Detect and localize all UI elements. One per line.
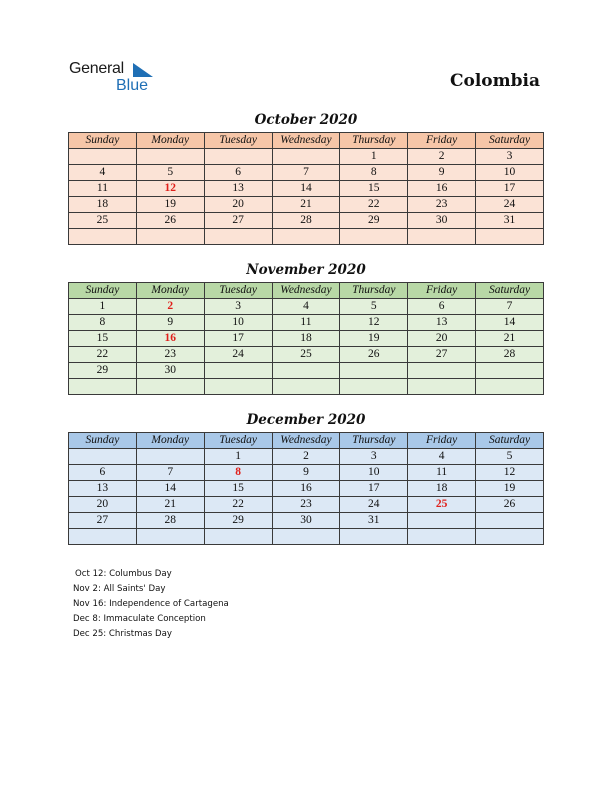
day-cell [272, 465, 340, 481]
day-number: 26 [368, 348, 380, 360]
day-cell [204, 181, 272, 197]
day-cell [408, 449, 476, 465]
day-number: 20 [96, 498, 109, 510]
week-row [69, 513, 544, 529]
day-number: 12 [503, 466, 516, 478]
day-number: 23 [300, 498, 312, 510]
day-number: 18 [435, 482, 448, 494]
logo-flag-icon [133, 63, 153, 77]
holiday-day-cell [136, 331, 204, 347]
week-row [69, 449, 544, 465]
empty-day-cell [476, 529, 544, 545]
day-cell [408, 465, 476, 481]
empty-day-cell [272, 229, 340, 245]
day-cell [340, 513, 408, 529]
day-cell [272, 497, 340, 513]
day-cell [476, 181, 544, 197]
day-cell [408, 197, 476, 213]
day-cell [272, 165, 340, 181]
week-row [69, 229, 544, 245]
empty-day-cell [136, 379, 204, 395]
day-cell [476, 481, 544, 497]
day-number: 7 [167, 466, 174, 478]
day-number: 12 [164, 182, 177, 194]
weekday-monday: Monday [136, 133, 204, 149]
weekday-friday: Friday [408, 433, 476, 449]
day-cell [476, 347, 544, 363]
day-number: 16 [300, 482, 312, 494]
day-number: 28 [300, 214, 312, 226]
weekday-wednesday: Wednesday [272, 433, 340, 449]
day-number: 5 [506, 450, 513, 462]
empty-day-cell [476, 379, 544, 395]
holiday-note: Oct 12: Columbus Day [75, 569, 172, 579]
day-number: 25 [300, 348, 312, 360]
day-number: 10 [232, 316, 244, 328]
day-number: 19 [368, 332, 380, 344]
day-number: 11 [300, 316, 312, 328]
day-cell [136, 197, 204, 213]
day-number: 12 [368, 316, 380, 328]
empty-day-cell [408, 379, 476, 395]
day-cell [340, 481, 408, 497]
empty-day-cell [69, 229, 137, 245]
day-number: 21 [164, 498, 177, 510]
week-row [69, 379, 544, 395]
holiday-notes [73, 567, 229, 642]
day-number: 28 [503, 348, 516, 360]
day-cell [69, 331, 137, 347]
day-number: 2 [303, 450, 309, 462]
day-cell [204, 299, 272, 315]
day-cell [272, 299, 340, 315]
empty-day-cell [272, 529, 340, 545]
day-number: 16 [435, 182, 448, 194]
country-title: Colombia [449, 71, 540, 91]
day-cell [69, 197, 137, 213]
day-cell [69, 513, 137, 529]
empty-day-cell [136, 229, 204, 245]
day-number: 17 [368, 482, 380, 494]
day-number: 8 [99, 316, 106, 328]
day-cell [408, 331, 476, 347]
weekday-monday: Monday [136, 433, 204, 449]
day-number: 22 [232, 498, 244, 510]
day-number: 14 [503, 316, 516, 328]
empty-day-cell [204, 529, 272, 545]
empty-day-cell [476, 513, 544, 529]
calendar-december [68, 432, 544, 545]
week-row [69, 181, 544, 197]
holiday-note: Dec 8: Immaculate Conception [73, 614, 206, 624]
week-row [69, 529, 544, 545]
holiday-note: Dec 25: Christmas Day [73, 629, 172, 639]
day-cell [69, 213, 137, 229]
day-number: 27 [435, 348, 448, 360]
day-cell [69, 497, 137, 513]
week-row [69, 165, 544, 181]
day-cell [272, 331, 340, 347]
day-number: 15 [368, 182, 380, 194]
weekday-wednesday: Wednesday [272, 133, 340, 149]
empty-day-cell [136, 529, 204, 545]
day-number: 13 [96, 482, 109, 494]
month-title-november: November 2020 [246, 262, 366, 278]
logo-word-blue: Blue [116, 77, 149, 94]
empty-day-cell [476, 229, 544, 245]
day-cell [476, 299, 544, 315]
day-cell [272, 449, 340, 465]
day-number: 4 [99, 166, 106, 178]
day-cell [340, 299, 408, 315]
week-row [69, 149, 544, 165]
day-cell [272, 197, 340, 213]
day-number: 9 [438, 166, 445, 178]
day-cell [272, 213, 340, 229]
empty-day-cell [340, 379, 408, 395]
day-cell [272, 181, 340, 197]
empty-day-cell [136, 149, 204, 165]
day-cell [136, 465, 204, 481]
day-cell [69, 347, 137, 363]
empty-day-cell [340, 529, 408, 545]
day-cell [136, 513, 204, 529]
generalblue-logo [69, 60, 169, 96]
week-row [69, 465, 544, 481]
empty-day-cell [136, 449, 204, 465]
weekday-friday: Friday [408, 133, 476, 149]
day-number: 5 [370, 300, 377, 312]
holiday-day-cell [136, 299, 204, 315]
calendar-october [68, 132, 544, 245]
day-number: 21 [300, 198, 312, 210]
day-number: 8 [235, 466, 241, 478]
day-number: 21 [503, 332, 516, 344]
day-number: 3 [506, 150, 513, 162]
day-number: 25 [435, 498, 448, 510]
weekday-thursday: Thursday [340, 433, 408, 449]
day-cell [69, 299, 137, 315]
day-cell [204, 481, 272, 497]
day-cell [136, 497, 204, 513]
day-number: 8 [370, 166, 377, 178]
day-cell [136, 213, 204, 229]
holiday-day-cell [136, 181, 204, 197]
day-cell [408, 315, 476, 331]
day-cell [476, 465, 544, 481]
day-number: 31 [503, 214, 516, 226]
logo-word-general: General [69, 60, 124, 77]
day-cell [408, 181, 476, 197]
day-cell [204, 513, 272, 529]
day-number: 14 [300, 182, 312, 194]
day-number: 15 [232, 482, 244, 494]
day-cell [340, 213, 408, 229]
weekday-sunday: Sunday [69, 433, 137, 449]
day-number: 23 [435, 198, 448, 210]
day-number: 31 [368, 514, 380, 526]
weekday-sunday: Sunday [69, 133, 137, 149]
day-number: 11 [96, 182, 108, 194]
day-number: 29 [96, 364, 109, 376]
day-number: 1 [99, 300, 106, 312]
day-number: 30 [164, 364, 177, 376]
day-number: 6 [235, 166, 241, 178]
week-row [69, 315, 544, 331]
day-cell [204, 213, 272, 229]
day-number: 19 [164, 198, 177, 210]
week-row [69, 347, 544, 363]
day-cell [204, 497, 272, 513]
weekday-tuesday: Tuesday [204, 133, 272, 149]
weekday-tuesday: Tuesday [204, 283, 272, 299]
empty-day-cell [408, 229, 476, 245]
weekday-tuesday: Tuesday [204, 433, 272, 449]
holiday-note: Nov 16: Independence of Cartagena [73, 599, 229, 609]
day-cell [340, 197, 408, 213]
weekday-header-row [69, 133, 544, 149]
day-cell [476, 165, 544, 181]
day-cell [408, 149, 476, 165]
day-cell [272, 513, 340, 529]
day-cell [204, 449, 272, 465]
day-cell [408, 213, 476, 229]
week-row [69, 213, 544, 229]
week-row [69, 481, 544, 497]
day-cell [340, 149, 408, 165]
day-cell [340, 315, 408, 331]
day-cell [69, 465, 137, 481]
weekday-saturday: Saturday [476, 283, 544, 299]
day-cell [136, 363, 204, 379]
week-row [69, 363, 544, 379]
day-cell [476, 449, 544, 465]
empty-day-cell [272, 149, 340, 165]
empty-day-cell [408, 529, 476, 545]
weekday-friday: Friday [408, 283, 476, 299]
day-number: 9 [303, 466, 309, 478]
day-number: 9 [167, 316, 174, 328]
empty-day-cell [204, 149, 272, 165]
day-cell [272, 481, 340, 497]
day-number: 26 [164, 214, 177, 226]
day-cell [204, 331, 272, 347]
day-number: 29 [232, 514, 244, 526]
day-cell [476, 315, 544, 331]
day-number: 4 [438, 450, 445, 462]
day-cell [340, 449, 408, 465]
day-cell [272, 315, 340, 331]
day-number: 30 [435, 214, 448, 226]
day-cell [408, 165, 476, 181]
weekday-sunday: Sunday [69, 283, 137, 299]
weekday-thursday: Thursday [340, 133, 408, 149]
day-cell [204, 347, 272, 363]
empty-day-cell [476, 363, 544, 379]
empty-day-cell [408, 363, 476, 379]
day-number: 27 [232, 214, 244, 226]
day-number: 19 [503, 482, 516, 494]
day-number: 6 [438, 300, 445, 312]
month-title-october: October 2020 [254, 112, 358, 128]
week-row [69, 197, 544, 213]
day-number: 17 [232, 332, 244, 344]
day-number: 3 [370, 450, 377, 462]
day-number: 28 [164, 514, 177, 526]
calendar-november-body [69, 299, 544, 395]
day-number: 25 [96, 214, 109, 226]
day-cell [476, 331, 544, 347]
day-number: 1 [370, 150, 377, 162]
day-cell [136, 347, 204, 363]
day-cell [136, 165, 204, 181]
day-number: 10 [503, 166, 516, 178]
day-number: 24 [232, 348, 244, 360]
calendar-october-body [69, 149, 544, 245]
day-number: 4 [303, 300, 309, 312]
week-row [69, 331, 544, 347]
day-cell [69, 315, 137, 331]
empty-day-cell [272, 379, 340, 395]
day-cell [476, 149, 544, 165]
day-cell [69, 481, 137, 497]
day-number: 18 [96, 198, 109, 210]
day-cell [340, 181, 408, 197]
day-number: 22 [96, 348, 109, 360]
day-number: 1 [235, 450, 241, 462]
holiday-day-cell [204, 465, 272, 481]
day-number: 18 [300, 332, 312, 344]
empty-day-cell [340, 363, 408, 379]
day-cell [408, 481, 476, 497]
day-number: 11 [436, 466, 448, 478]
day-number: 27 [96, 514, 109, 526]
day-number: 5 [167, 166, 174, 178]
empty-day-cell [408, 513, 476, 529]
empty-day-cell [204, 363, 272, 379]
day-cell [340, 347, 408, 363]
day-cell [340, 331, 408, 347]
weekday-saturday: Saturday [476, 433, 544, 449]
day-cell [340, 465, 408, 481]
day-number: 3 [235, 300, 241, 312]
day-cell [204, 165, 272, 181]
day-number: 13 [232, 182, 244, 194]
calendar-november [68, 282, 544, 395]
weekday-thursday: Thursday [340, 283, 408, 299]
day-number: 20 [435, 332, 448, 344]
day-cell [408, 299, 476, 315]
day-cell [69, 363, 137, 379]
empty-day-cell [204, 379, 272, 395]
day-number: 6 [99, 466, 106, 478]
day-cell [340, 497, 408, 513]
day-number: 24 [503, 198, 516, 210]
empty-day-cell [69, 529, 137, 545]
day-cell [204, 197, 272, 213]
day-cell [136, 315, 204, 331]
holiday-day-cell [408, 497, 476, 513]
day-number: 29 [368, 214, 380, 226]
day-number: 20 [232, 198, 244, 210]
weekday-monday: Monday [136, 283, 204, 299]
week-row [69, 299, 544, 315]
day-cell [408, 347, 476, 363]
day-number: 24 [368, 498, 380, 510]
day-number: 23 [164, 348, 177, 360]
day-cell [340, 165, 408, 181]
calendar-december-body [69, 449, 544, 545]
empty-day-cell [340, 229, 408, 245]
day-number: 7 [506, 300, 513, 312]
weekday-saturday: Saturday [476, 133, 544, 149]
day-number: 2 [438, 150, 445, 162]
day-cell [476, 197, 544, 213]
day-number: 16 [164, 332, 177, 344]
holiday-note: Nov 2: All Saints' Day [73, 584, 166, 594]
day-cell [136, 481, 204, 497]
day-cell [69, 165, 137, 181]
empty-day-cell [204, 229, 272, 245]
day-number: 10 [368, 466, 380, 478]
day-cell [476, 213, 544, 229]
day-number: 30 [300, 514, 312, 526]
empty-day-cell [69, 149, 137, 165]
day-number: 2 [167, 300, 174, 312]
day-number: 22 [368, 198, 380, 210]
weekday-header-row [69, 433, 544, 449]
day-number: 15 [96, 332, 109, 344]
empty-day-cell [69, 449, 137, 465]
day-number: 13 [435, 316, 448, 328]
day-number: 17 [503, 182, 516, 194]
weekday-header-row [69, 283, 544, 299]
day-cell [272, 347, 340, 363]
day-cell [204, 315, 272, 331]
day-cell [476, 497, 544, 513]
week-row [69, 497, 544, 513]
weekday-wednesday: Wednesday [272, 283, 340, 299]
day-cell [69, 181, 137, 197]
day-number: 26 [503, 498, 516, 510]
month-title-december: December 2020 [246, 412, 366, 428]
empty-day-cell [272, 363, 340, 379]
day-number: 14 [164, 482, 177, 494]
empty-day-cell [69, 379, 137, 395]
day-number: 7 [303, 166, 309, 178]
